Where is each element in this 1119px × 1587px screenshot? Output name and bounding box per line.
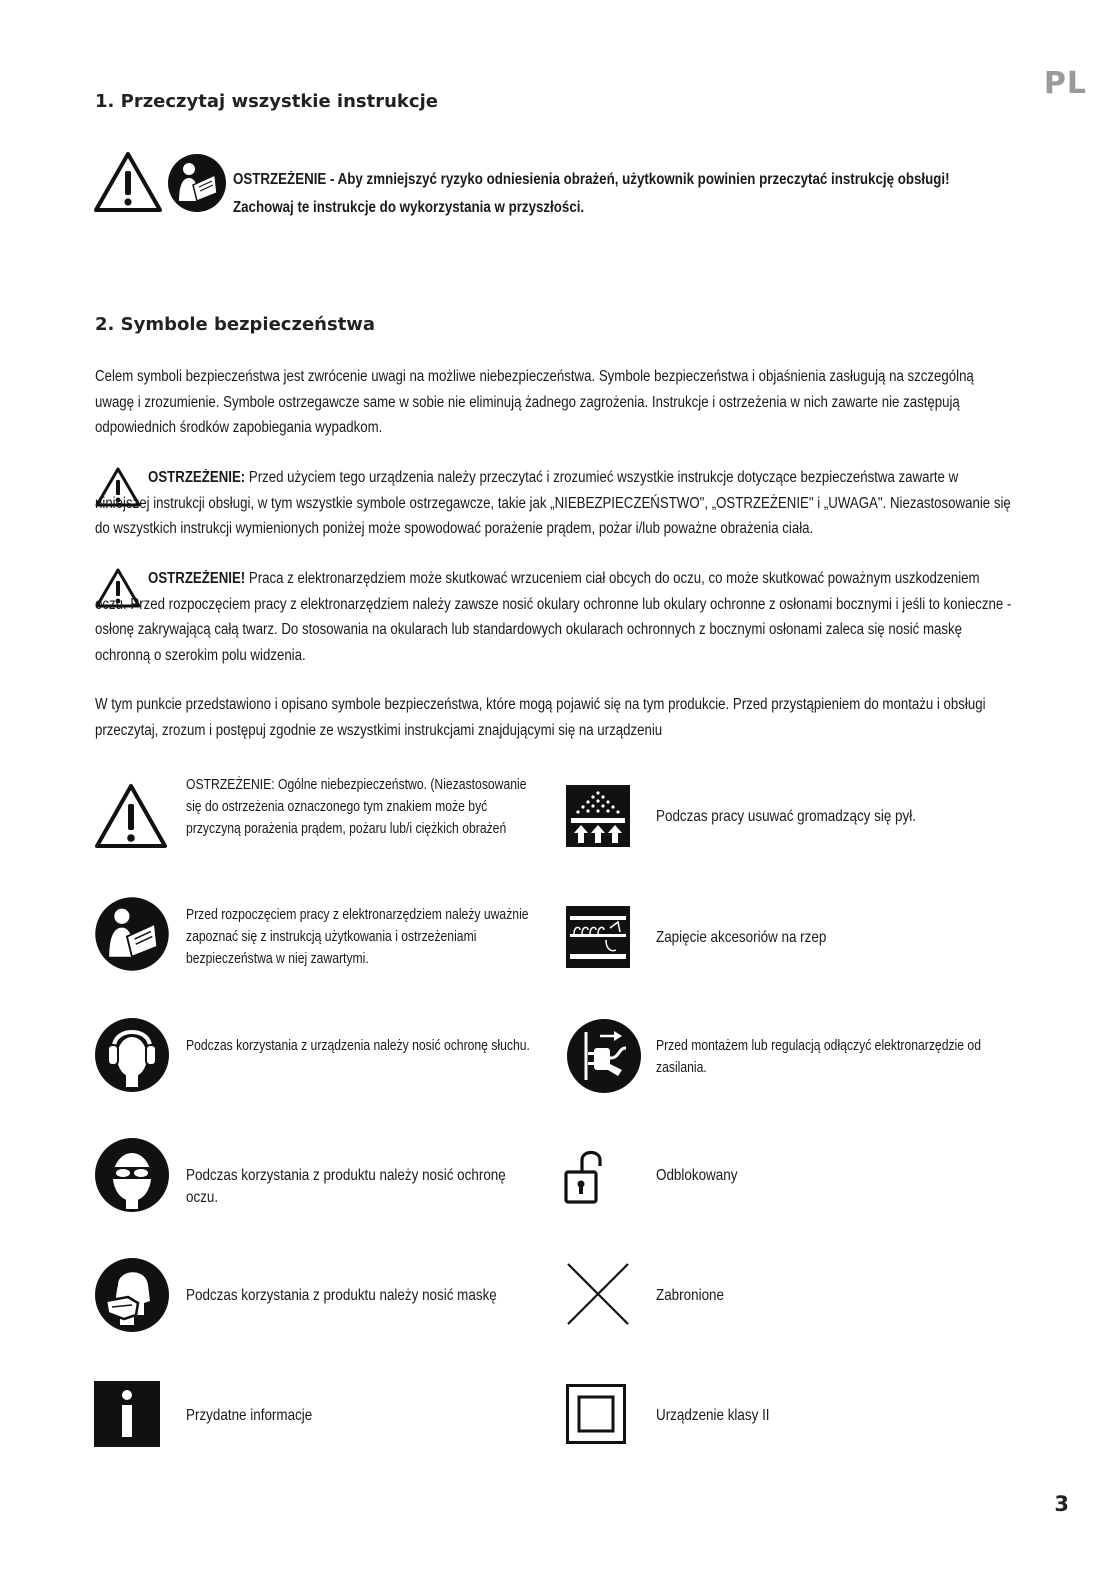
eye-protection-description: Podczas korzystania z produktu należy nosić ochronę oczu.: [186, 1167, 506, 1206]
dust-extraction-icon: [566, 785, 630, 847]
read-manual-icon: [94, 896, 170, 972]
class-ii-device-icon: [566, 1384, 626, 1444]
section-2-title: 2. Symbole bezpieczeństwa: [95, 314, 376, 335]
warning-text: Przed użyciem tego urządzenia należy przeczytać i zrozumieć wszystkie instrukcje dotyczące bezpieczeństwa zawarte w niniejszej instrukcji obsługi, w tym wszystkie symbole ostrzegawcze, takie jak „NIEBEZPIECZEŃSTWO", „OSTRZEŻENIE" i „UWAGA". Niezastosowanie się do wszystkich instrukcji wymienionych poniżej może spowodować porażenie prądem, pożar i/lub poważne obrażenia ciała.: [95, 469, 1011, 537]
mask-description: Podczas korzystania z produktu należy nosić maskę: [186, 1287, 497, 1304]
page-number: 3: [1054, 1492, 1069, 1516]
warning-paragraph-2: [95, 566, 1014, 668]
unlocked-padlock-icon: [562, 1144, 608, 1206]
section-1-title: 1. Przeczytaj wszystkie instrukcje: [95, 91, 438, 112]
general-danger-icon: [94, 783, 168, 849]
warning-label: OSTRZEŻENIE:: [148, 469, 246, 486]
velcro-icon: [566, 906, 630, 968]
warning-label: OSTRZEŻENIE!: [148, 570, 246, 587]
forbidden-description: Zabronione: [656, 1287, 725, 1304]
read-manual-icon: [167, 153, 227, 213]
unlocked-description: Odblokowany: [656, 1167, 738, 1184]
eye-protection-icon: [94, 1137, 170, 1213]
mask-icon: [94, 1257, 170, 1333]
warning-line-2: Zachowaj te instrukcje do wykorzystania w przyszłości.: [233, 199, 585, 216]
class-ii-description: Urządzenie klasy II: [656, 1407, 770, 1424]
warning-triangle-icon: [94, 151, 162, 213]
warning-text: Praca z elektronarzędziem może skutkować wrzuceniem ciał obcych do oczu, co może skutkować poważnym uszkodzeniem oczu. Przed rozpoczęciem pracy z elektronarzędziem należy zawsze nosić okulary ochronne lub okulary ochronne z osłonami bocznymi i jeśli to konieczne - osłonę zakrywającą całą twarz. Do stosowania na okularach lub standardowych okularach ochronnych z bocznymi osłonami zaleca się nosić maskę ochronną o szerokim polu widzenia.: [95, 570, 1012, 664]
unplug-icon: [566, 1018, 642, 1094]
warning-paragraph-1: [95, 465, 1014, 542]
info-icon: [94, 1381, 160, 1447]
forbidden-cross-icon: [566, 1262, 630, 1326]
language-code: PL: [1043, 66, 1087, 101]
ear-protection-icon: [94, 1017, 170, 1093]
dust-extraction-description: Podczas pracy usuwać gromadzący się pył.: [656, 808, 916, 825]
intro-paragraph: Celem symboli bezpieczeństwa jest zwrócenie uwagi na możliwe niebezpieczeństwa. Symbole bezpieczeństwa i objaśnienia zasługują na szczególną uwagę i zrozumienie. Symbole ostrzegawcze same w sobie nie eliminują żadnego zagrożenia. Instrukcje i ostrzeżenia w nich zawarte nie zastępują odpowiednich środków zapobiegania wypadkom.: [95, 368, 974, 436]
ear-protection-description: Podczas korzystania z urządzenia należy nosić ochronę słuchu.: [186, 1038, 530, 1054]
general-danger-description: OSTRZEŻENIE: Ogólne niebezpieczeństwo. (Niezastosowanie się do ostrzeżenia oznaczonego tym znakiem może być przyczyną porażenia prądem, pożaru lub/i ciężkich obrażeń: [186, 777, 527, 837]
read-manual-description: Przed rozpoczęciem pracy z elektronarzędziem należy uważnie zapoznać się z instrukcją użytkowania i ostrzeżeniami bezpieczeństwa w niej zawartymi.: [186, 907, 529, 967]
warning-line-1: OSTRZEŻENIE - Aby zmniejszyć ryzyko odniesienia obrażeń, użytkownik powinien przeczytać instrukcję obsługi!: [233, 171, 950, 188]
velcro-description: Zapięcie akcesoriów na rzep: [656, 929, 827, 946]
section-1-warning: [233, 166, 950, 222]
info-description: Przydatne informacje: [186, 1407, 313, 1424]
unplug-description: Przed montażem lub regulacją odłączyć elektronarzędzie od zasilania.: [656, 1038, 981, 1076]
closing-paragraph: W tym punkcie przedstawiono i opisano symbole bezpieczeństwa, które mogą pojawić się na tym produkcie. Przed przystąpieniem do montażu i obsługi przeczytaj, zrozum i postępuj zgodnie ze wszystkimi instrukcjami znajdującymi się na urządzeniu: [95, 696, 986, 739]
